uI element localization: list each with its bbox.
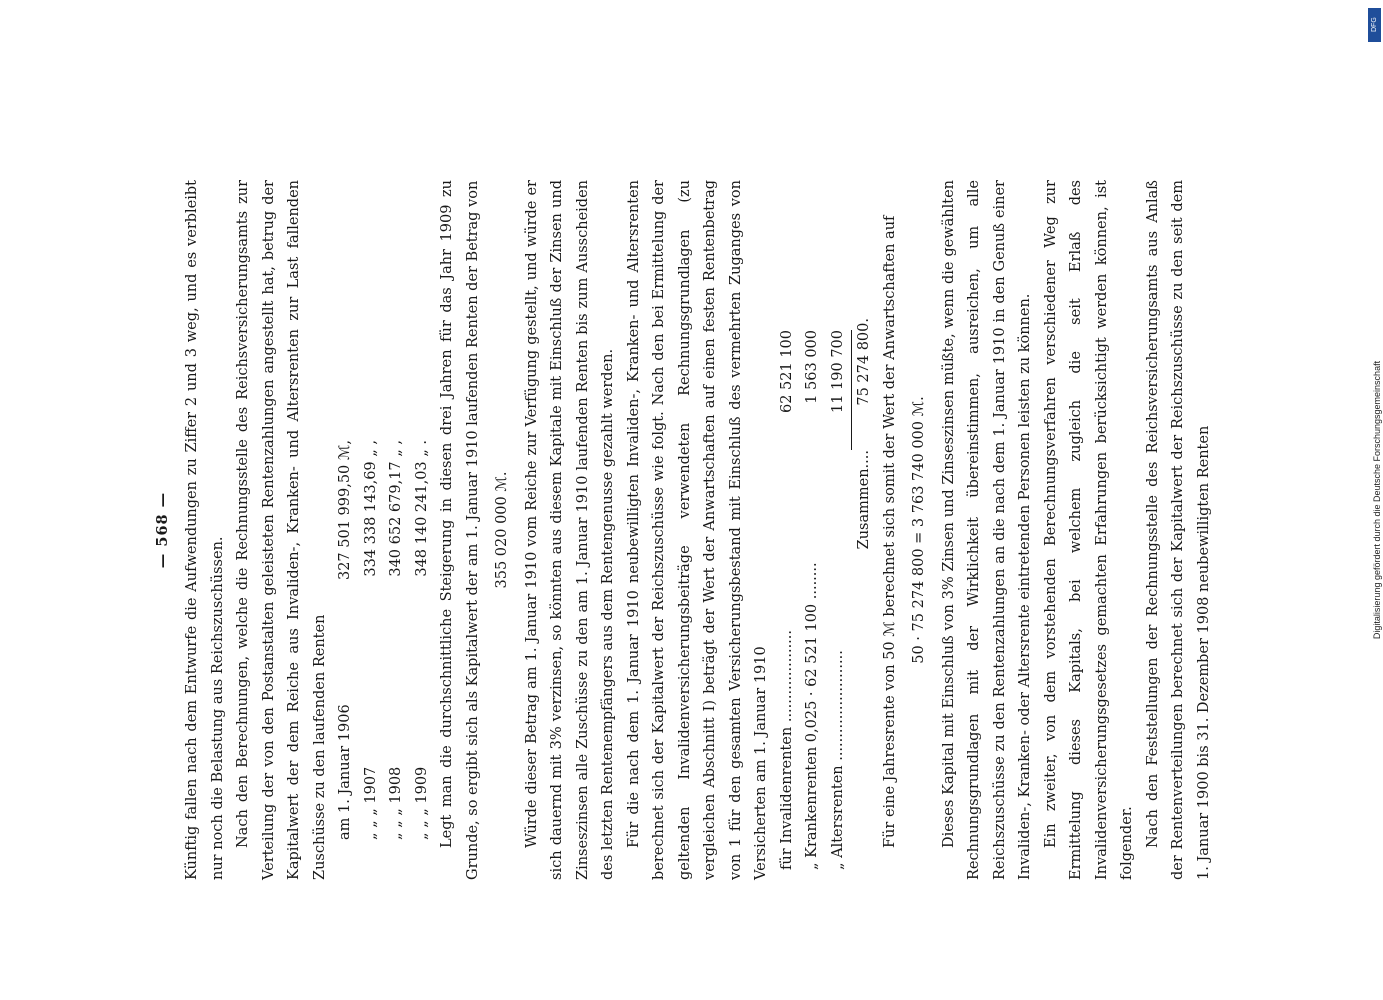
paragraph-new-pensions: Für die nach dem 1. Januar 1910 neubewilligten Invaliden-, Kranken- und Altersrenten berechnet sich der Kapitalwert der Reichszuschüsse wie folgt. Nach den bei Ermittelung der geltenden Invalidenversicherungsbeiträge verwendeten Rechnungsgrundlagen (zu vergleichen Abschnitt I) beträgt der Wert der Anwartschaften auf einen festen Rentenbetrag von 1 für den gesamten Versicherungsbestand mit Einschluß des vermehrten Zuganges von Versicherten am 1. Januar 1910 — [625, 180, 769, 880]
table-row-label: „ „ „ 1908 — [388, 766, 404, 840]
formula: 50 · 75 274 800 = 3 763 740 000 ℳ. — [911, 396, 927, 664]
paragraph-calculations: Nach den Berechnungen, welche die Rechnungsstelle des Reichsversicherungsamts zur Verteilung der von den Postanstalten geleisteten Rentenzahlungen angestellt hat, betrug der Kapitalwert der dem Reiche aus Invaliden-, Kranken- und Altersrenten zur Last fallenden Zuschüsse zu den laufenden Renten — [235, 180, 328, 880]
table-row-value: 334 338 143,69 „ , — [362, 440, 379, 577]
pension-table — [775, 180, 878, 880]
table-row-label: „ Krankenrenten 0,025 · 62 521 100 ........ — [804, 562, 820, 870]
table-row-label: „ Altersrenten ........................ — [829, 650, 846, 870]
table-row-label: „ „ „ 1907 — [362, 766, 379, 840]
page-body — [180, 180, 1217, 880]
table-row-value: 62 521 100 — [778, 330, 795, 414]
paragraph-findings: Nach den Feststellungen der Rechnungsstelle des Reichsversicherungsamts aus Anlaß der Rentenverteilungen berechnet sich der Kapitalwert der Reichszuschüsse zu den seit dem 1. Januar 1900 bis 31. Dezember 1908 neubewilligten Renten — [1144, 180, 1212, 880]
table-row-label: „ „ „ 1909 — [413, 766, 430, 840]
table-row — [826, 180, 852, 870]
sum-label: Zusammen.... — [856, 450, 872, 550]
sum-row — [852, 180, 878, 870]
digitization-footer: Digitalisierung gefördert durch die Deutsche Forschungsgemeinschaft — [1372, 360, 1382, 640]
capital-value-table — [333, 180, 435, 880]
table-row — [775, 180, 801, 870]
rotated-page — [150, 180, 1250, 880]
paragraph-average-increase: Legt man die durchschnittliche Steigerung in diesen drei Jahren für das Jahr 1909 zu Grunde, so ergibt sich als Kapitalwert der am 1. Januar 1910 laufenden Renten der Betrag von — [439, 180, 481, 880]
table-row-label: am 1. Januar 1906 — [337, 704, 353, 840]
intro-paragraph: Künftig fallen nach dem Entwurfe die Aufwendungen zu Ziffer 2 und 3 weg, und es verbleibt nur noch die Belastung aus Reichszuschüssen. — [184, 180, 226, 880]
paragraph-second-method: Ein zweiter, von dem vorstehenden Berechnungsverfahren verschiedener Weg zur Ermittelung dieses Kapitals, bei welchem zugleich die seit Erlaß des Invalidenversicherungsgesetzes gemachten Erfahrungen berücksichtigt werden können, ist folgender. — [1042, 180, 1135, 880]
amount-1910: 355 020 000 ℳ. — [494, 471, 510, 589]
page-number: — 568 — — [154, 491, 171, 569]
table-row — [384, 180, 410, 840]
table-row — [333, 180, 359, 840]
paragraph-annual-pension: Für eine Jahresrente von 50 ℳ berechnet sich somit der Wert der Anwartschaften auf — [881, 215, 898, 848]
paragraph-interest: Würde dieser Betrag am 1. Januar 1910 vom Reiche zur Verfügung gestellt, und würde er sich dauernd mit 3% verzinsen, so könnten aus diesem Kapitale mit Einschluß der Zinsen und Zinseszinsen alle Zuschüsse zu den am 1. Januar 1910 laufenden Renten bis zum Ausscheiden des letzten Rentenempfängers aus dem Rentengenusse gezahlt werden. — [523, 180, 616, 880]
table-row-label: für Invalidenrenten .................... — [778, 629, 795, 870]
table-row — [800, 180, 826, 870]
sum-value: 75 274 800. — [856, 318, 872, 406]
table-row-value: 340 652 679,17 „ , — [388, 440, 404, 577]
table-row-value: 348 140 241,03 „ . — [413, 440, 430, 577]
table-row — [410, 180, 436, 840]
dfg-logo: DFG — [1368, 8, 1381, 42]
table-row-value: 327 501 999,50 ℳ, — [337, 440, 353, 581]
paragraph-capital: Dieses Kapital mit Einschluß von 3% Zinsen und Zinseszinsen müßte, wenn die gewählten Rechnungsgrundlagen mit der Wirklichkeit übereinstimmen, ausreichen, um alle Reichszuschüsse zu den Rentenzahlungen an die nach dem 1. Januar 1910 in den Genuß einer Invaliden-, Kranken- oder Altersrente eintretenden Personen leisten zu können. — [940, 180, 1033, 880]
table-row — [359, 180, 385, 840]
table-row-value: 11 190 700 — [829, 330, 846, 414]
table-row-value: 1 563 000 — [804, 330, 820, 404]
